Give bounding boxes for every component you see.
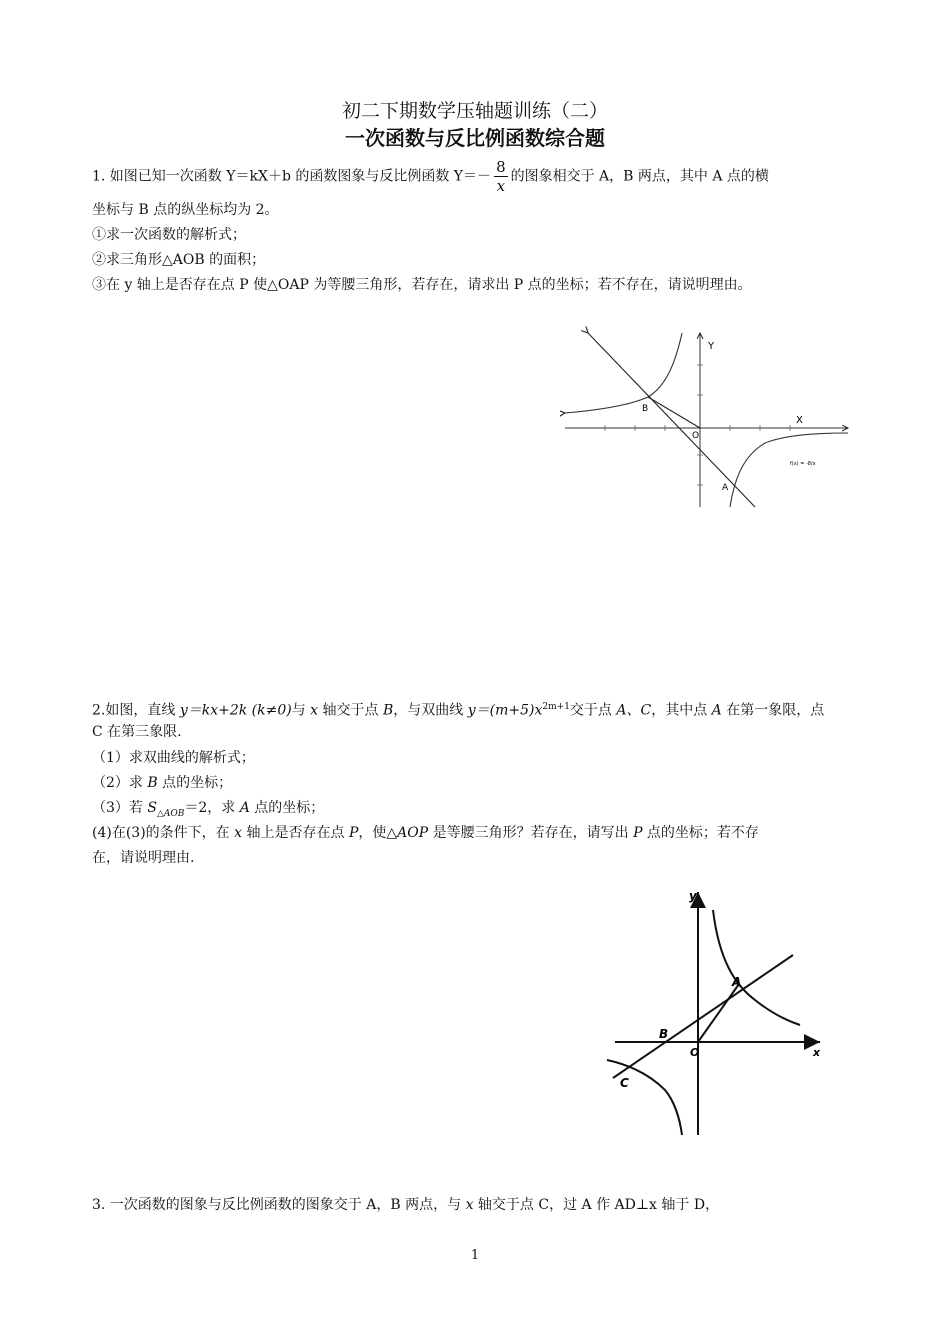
- q3-var-x: x: [465, 1197, 474, 1213]
- q1-ticks: [605, 365, 790, 485]
- q2-item-1: （1）求双曲线的解析式；: [92, 750, 255, 766]
- q2-equation-curve: y＝(m+5)x: [467, 702, 543, 719]
- q1-line1: [92, 158, 769, 195]
- q2-item-2: （2）求 B 点的坐标；: [92, 775, 233, 791]
- q2-var-ac: A、C: [616, 702, 652, 719]
- q2-text-g: 在第一象限，点: [721, 702, 825, 719]
- q2-line2: C 在第三象限.: [92, 724, 182, 740]
- q1-func-label: f(x) = -8/x: [790, 461, 816, 467]
- page-number: 1: [470, 1248, 480, 1263]
- q1-item-1: ①求一次函数的解析式；: [92, 227, 246, 243]
- q2-linear-line: [613, 955, 793, 1078]
- q1-label-x: X: [796, 415, 803, 426]
- q2-var-a: A: [711, 702, 722, 719]
- q2-line1: [92, 697, 824, 721]
- q2-label-b: B: [659, 1027, 669, 1041]
- q1-line2: 坐标与 B 点的纵坐标均为 2。: [92, 202, 279, 218]
- q1-text-a: 1. 如图已知一次函数 Y＝kX＋b 的函数图象与反比例函数 Y＝－: [92, 168, 492, 185]
- q1-label-o: O: [692, 431, 700, 441]
- q2-hyperbola-right: [713, 910, 800, 1025]
- q1-frac-den: x: [496, 177, 506, 195]
- q1-item-3: ③在 y 轴上是否存在点 P 使△OAP 为等腰三角形，若存在，请求出 P 点的坐标；若不存在，请说明理由。: [92, 277, 752, 293]
- q2-label-o: O: [690, 1046, 700, 1059]
- q2-label-x: x: [813, 1046, 821, 1059]
- q2-var-x: x: [310, 702, 319, 719]
- q2-label-a: A: [732, 975, 742, 989]
- q2-item-4: (4)在(3)的条件下，在 x 轴上是否存在点 P，使△AOP 是等腰三角形？若存在，请写出 P 点的坐标；若不存: [92, 825, 759, 841]
- q1-linear-line: [588, 333, 755, 507]
- q2-item-3: （3）若 $S_{\triangle AOB}=2$，求 A 点的坐标；: [92, 800, 325, 819]
- q2-segment-oa: [698, 984, 739, 1042]
- q3-text-a: 3. 一次函数的图象与反比例函数的图象交于 A，B 两点，与: [92, 1197, 466, 1213]
- q1-hyperbola-right: [730, 433, 848, 507]
- q2-text-d: ，与双曲线: [393, 702, 468, 719]
- q1-label-b: B: [642, 404, 649, 414]
- q1-frac-num: 8: [496, 158, 506, 176]
- page-subtitle: 一次函数与反比例函数综合题: [345, 126, 605, 150]
- q2-var-b: B: [382, 702, 394, 719]
- q3-text-b: 轴交于点 C，过 A 作 AD⊥x 轴于 D，: [473, 1197, 720, 1213]
- q2-label-y: y: [689, 889, 697, 903]
- q1-hyperbola-left: [565, 333, 682, 413]
- q1-label-y: Y: [708, 341, 715, 352]
- q2-text-f: ，其中点: [651, 702, 712, 719]
- q2-item-4-line2: 在，请说明理由.: [92, 850, 195, 866]
- q1-figure: [560, 325, 855, 510]
- q2-hyperbola-left: [607, 1060, 682, 1135]
- q2-text-e: 交于点: [569, 702, 617, 719]
- q2-text-c: 轴交于点: [318, 702, 383, 719]
- q1-fraction: [494, 158, 508, 195]
- q3-line1: [92, 1195, 719, 1215]
- q2-text-a: 2.如图，直线: [92, 702, 180, 719]
- q2-exponent: 2m+1: [542, 702, 570, 712]
- page-title: 初二下期数学压轴题训练（二）: [341, 100, 608, 122]
- q2-label-c: C: [620, 1076, 629, 1090]
- q1-item-2: ②求三角形△AOB 的面积；: [92, 252, 266, 268]
- q2-equation-line: y＝kx+2k (k≠0): [179, 702, 292, 719]
- q1-label-a: A: [722, 483, 729, 493]
- q2-figure: [595, 880, 830, 1140]
- q1-text-b: 的图象相交于 A，B 两点，其中 A 点的横: [510, 168, 769, 185]
- q2-text-b: 与: [291, 702, 311, 719]
